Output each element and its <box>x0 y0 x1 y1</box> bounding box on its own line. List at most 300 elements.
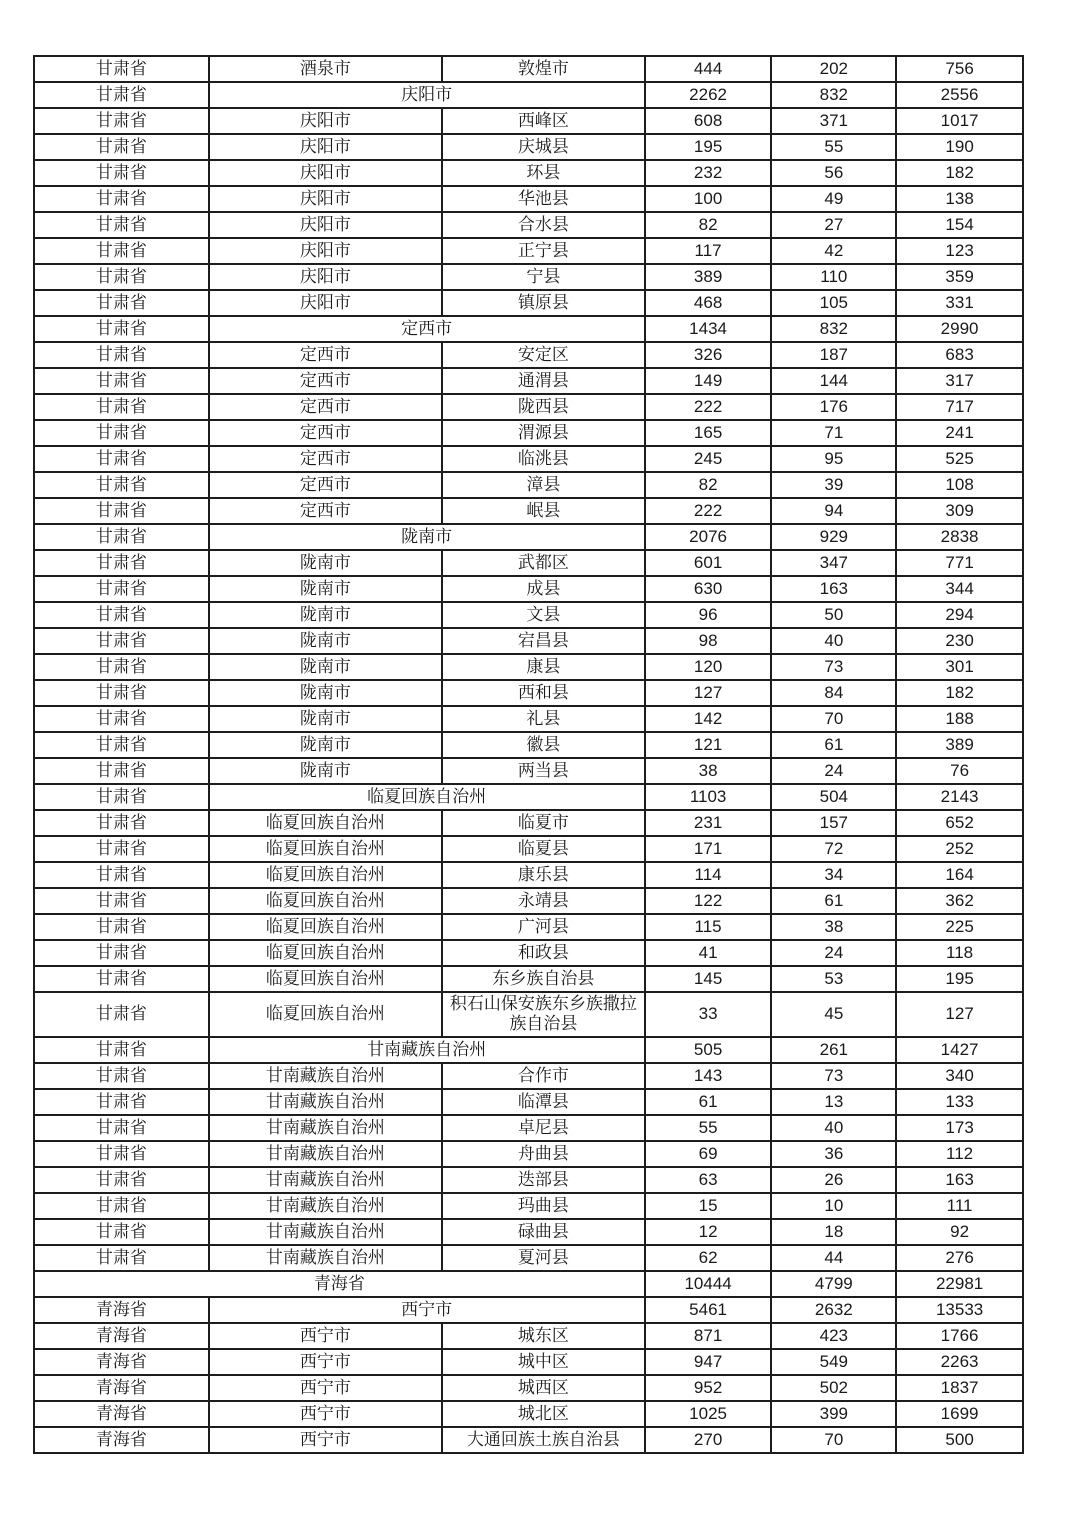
cell-value: 138 <box>896 186 1023 212</box>
cell-city: 甘南藏族自治州 <box>209 1089 443 1115</box>
cell-value: 55 <box>771 134 896 160</box>
statistics-table-body <box>34 56 1023 1453</box>
cell-value: 164 <box>896 862 1023 888</box>
cell-province: 甘肃省 <box>34 1193 209 1219</box>
cell-value: 82 <box>645 212 772 238</box>
table-row <box>34 82 1023 108</box>
cell-value: 34 <box>771 862 896 888</box>
cell-county: 合水县 <box>442 212 645 238</box>
cell-city: 陇南市 <box>209 576 443 602</box>
cell-city: 甘南藏族自治州 <box>209 1115 443 1141</box>
cell-value: 62 <box>645 1245 772 1271</box>
cell-value: 69 <box>645 1141 772 1167</box>
cell-city: 甘南藏族自治州 <box>209 1063 443 1089</box>
cell-city-total: 陇南市 <box>209 524 645 550</box>
cell-city: 陇南市 <box>209 758 443 784</box>
table-row <box>34 1193 1023 1219</box>
cell-county: 大通回族土族自治县 <box>442 1427 645 1453</box>
table-row <box>34 498 1023 524</box>
table-row <box>34 940 1023 966</box>
cell-province: 甘肃省 <box>34 238 209 264</box>
cell-county: 宁县 <box>442 264 645 290</box>
cell-city: 西宁市 <box>209 1349 443 1375</box>
cell-province: 甘肃省 <box>34 836 209 862</box>
cell-value: 33 <box>645 992 772 1037</box>
table-row <box>34 1063 1023 1089</box>
cell-county: 陇西县 <box>442 394 645 420</box>
cell-province: 甘肃省 <box>34 1063 209 1089</box>
cell-value: 2556 <box>896 82 1023 108</box>
cell-city: 陇南市 <box>209 602 443 628</box>
table-row <box>34 264 1023 290</box>
cell-value: 154 <box>896 212 1023 238</box>
cell-county: 和政县 <box>442 940 645 966</box>
cell-value: 70 <box>771 1427 896 1453</box>
cell-value: 42 <box>771 238 896 264</box>
cell-value: 56 <box>771 160 896 186</box>
cell-value: 1017 <box>896 108 1023 134</box>
cell-county: 临潭县 <box>442 1089 645 1115</box>
cell-value: 127 <box>645 680 772 706</box>
cell-value: 190 <box>896 134 1023 160</box>
cell-value: 1837 <box>896 1375 1023 1401</box>
cell-county: 敦煌市 <box>442 56 645 82</box>
cell-value: 61 <box>771 888 896 914</box>
cell-value: 188 <box>896 706 1023 732</box>
cell-value: 252 <box>896 836 1023 862</box>
cell-value: 173 <box>896 1115 1023 1141</box>
cell-value: 44 <box>771 1245 896 1271</box>
cell-county: 正宁县 <box>442 238 645 264</box>
cell-county: 合作市 <box>442 1063 645 1089</box>
cell-province: 甘肃省 <box>34 134 209 160</box>
cell-county: 成县 <box>442 576 645 602</box>
cell-county: 漳县 <box>442 472 645 498</box>
cell-county: 卓尼县 <box>442 1115 645 1141</box>
cell-value: 389 <box>896 732 1023 758</box>
cell-value: 73 <box>771 1063 896 1089</box>
cell-value: 122 <box>645 888 772 914</box>
cell-city: 定西市 <box>209 394 443 420</box>
cell-value: 53 <box>771 966 896 992</box>
cell-value: 317 <box>896 368 1023 394</box>
cell-city: 陇南市 <box>209 550 443 576</box>
table-row <box>34 654 1023 680</box>
cell-value: 500 <box>896 1427 1023 1453</box>
cell-province: 甘肃省 <box>34 1167 209 1193</box>
cell-value: 76 <box>896 758 1023 784</box>
cell-province: 甘肃省 <box>34 394 209 420</box>
cell-city: 定西市 <box>209 446 443 472</box>
cell-value: 123 <box>896 238 1023 264</box>
cell-county: 西和县 <box>442 680 645 706</box>
cell-county: 城北区 <box>442 1401 645 1427</box>
cell-county: 临夏市 <box>442 810 645 836</box>
cell-value: 195 <box>896 966 1023 992</box>
table-row <box>34 1349 1023 1375</box>
cell-province: 甘肃省 <box>34 628 209 654</box>
cell-value: 45 <box>771 992 896 1037</box>
cell-city: 庆阳市 <box>209 238 443 264</box>
cell-value: 347 <box>771 550 896 576</box>
table-row <box>34 420 1023 446</box>
cell-city: 甘南藏族自治州 <box>209 1141 443 1167</box>
cell-value: 117 <box>645 238 772 264</box>
cell-value: 13533 <box>896 1297 1023 1323</box>
cell-city: 庆阳市 <box>209 160 443 186</box>
cell-county: 武都区 <box>442 550 645 576</box>
cell-county: 舟曲县 <box>442 1141 645 1167</box>
cell-city: 定西市 <box>209 342 443 368</box>
cell-value: 22981 <box>896 1271 1023 1297</box>
table-row <box>34 914 1023 940</box>
cell-value: 127 <box>896 992 1023 1037</box>
table-row <box>34 1297 1023 1323</box>
cell-value: 182 <box>896 160 1023 186</box>
cell-city: 临夏回族自治州 <box>209 992 443 1037</box>
cell-province: 青海省 <box>34 1349 209 1375</box>
table-row <box>34 1271 1023 1297</box>
cell-value: 61 <box>771 732 896 758</box>
table-row <box>34 550 1023 576</box>
table-row <box>34 810 1023 836</box>
cell-value: 309 <box>896 498 1023 524</box>
cell-value: 63 <box>645 1167 772 1193</box>
cell-province: 甘肃省 <box>34 524 209 550</box>
table-row <box>34 212 1023 238</box>
cell-province: 甘肃省 <box>34 550 209 576</box>
table-row <box>34 706 1023 732</box>
cell-province: 甘肃省 <box>34 212 209 238</box>
cell-value: 301 <box>896 654 1023 680</box>
table-row <box>34 1167 1023 1193</box>
table-row <box>34 1427 1023 1453</box>
cell-city: 临夏回族自治州 <box>209 914 443 940</box>
table-row <box>34 836 1023 862</box>
cell-province: 青海省 <box>34 1427 209 1453</box>
cell-value: 100 <box>645 186 772 212</box>
table-row <box>34 628 1023 654</box>
cell-province: 甘肃省 <box>34 1089 209 1115</box>
cell-value: 1103 <box>645 784 772 810</box>
cell-county: 渭源县 <box>442 420 645 446</box>
cell-county: 康乐县 <box>442 862 645 888</box>
cell-value: 2838 <box>896 524 1023 550</box>
cell-province: 甘肃省 <box>34 82 209 108</box>
cell-value: 549 <box>771 1349 896 1375</box>
cell-province: 甘肃省 <box>34 914 209 940</box>
cell-county: 镇原县 <box>442 290 645 316</box>
cell-value: 49 <box>771 186 896 212</box>
cell-city: 临夏回族自治州 <box>209 810 443 836</box>
cell-city: 庆阳市 <box>209 290 443 316</box>
cell-value: 38 <box>645 758 772 784</box>
cell-value: 121 <box>645 732 772 758</box>
table-row <box>34 1089 1023 1115</box>
cell-value: 41 <box>645 940 772 966</box>
cell-county: 夏河县 <box>442 1245 645 1271</box>
cell-province-total: 青海省 <box>34 1271 645 1297</box>
cell-city: 定西市 <box>209 472 443 498</box>
table-row <box>34 680 1023 706</box>
cell-value: 1434 <box>645 316 772 342</box>
cell-county: 通渭县 <box>442 368 645 394</box>
cell-value: 92 <box>896 1219 1023 1245</box>
cell-city: 临夏回族自治州 <box>209 862 443 888</box>
table-row <box>34 1401 1023 1427</box>
cell-value: 13 <box>771 1089 896 1115</box>
cell-value: 359 <box>896 264 1023 290</box>
cell-value: 230 <box>896 628 1023 654</box>
cell-value: 24 <box>771 758 896 784</box>
cell-county: 环县 <box>442 160 645 186</box>
table-row <box>34 108 1023 134</box>
table-row <box>34 1037 1023 1063</box>
cell-value: 2990 <box>896 316 1023 342</box>
cell-city: 庆阳市 <box>209 264 443 290</box>
table-row <box>34 342 1023 368</box>
cell-value: 771 <box>896 550 1023 576</box>
cell-city: 定西市 <box>209 368 443 394</box>
table-row <box>34 1375 1023 1401</box>
table-row <box>34 446 1023 472</box>
cell-value: 108 <box>896 472 1023 498</box>
cell-city: 西宁市 <box>209 1323 443 1349</box>
cell-value: 182 <box>896 680 1023 706</box>
cell-county: 安定区 <box>442 342 645 368</box>
cell-province: 甘肃省 <box>34 264 209 290</box>
cell-county: 岷县 <box>442 498 645 524</box>
cell-province: 甘肃省 <box>34 1219 209 1245</box>
cell-value: 294 <box>896 602 1023 628</box>
cell-city: 酒泉市 <box>209 56 443 82</box>
cell-province: 甘肃省 <box>34 472 209 498</box>
cell-value: 222 <box>645 394 772 420</box>
cell-value: 504 <box>771 784 896 810</box>
table-row <box>34 472 1023 498</box>
cell-city: 临夏回族自治州 <box>209 966 443 992</box>
cell-province: 甘肃省 <box>34 758 209 784</box>
cell-province: 甘肃省 <box>34 56 209 82</box>
table-row <box>34 1245 1023 1271</box>
cell-city: 庆阳市 <box>209 134 443 160</box>
cell-county: 文县 <box>442 602 645 628</box>
cell-value: 630 <box>645 576 772 602</box>
cell-province: 甘肃省 <box>34 732 209 758</box>
cell-province: 甘肃省 <box>34 992 209 1037</box>
cell-value: 73 <box>771 654 896 680</box>
cell-value: 5461 <box>645 1297 772 1323</box>
cell-value: 1025 <box>645 1401 772 1427</box>
cell-value: 39 <box>771 472 896 498</box>
cell-value: 331 <box>896 290 1023 316</box>
cell-value: 505 <box>645 1037 772 1063</box>
cell-county: 康县 <box>442 654 645 680</box>
cell-county: 东乡族自治县 <box>442 966 645 992</box>
cell-city: 陇南市 <box>209 680 443 706</box>
cell-province: 甘肃省 <box>34 966 209 992</box>
cell-value: 145 <box>645 966 772 992</box>
cell-value: 18 <box>771 1219 896 1245</box>
cell-city: 西宁市 <box>209 1427 443 1453</box>
cell-value: 326 <box>645 342 772 368</box>
table-row <box>34 394 1023 420</box>
cell-county: 广河县 <box>442 914 645 940</box>
table-row <box>34 888 1023 914</box>
table-row <box>34 134 1023 160</box>
cell-value: 36 <box>771 1141 896 1167</box>
cell-value: 165 <box>645 420 772 446</box>
cell-value: 468 <box>645 290 772 316</box>
cell-county: 徽县 <box>442 732 645 758</box>
table-row <box>34 784 1023 810</box>
cell-value: 222 <box>645 498 772 524</box>
cell-city: 甘南藏族自治州 <box>209 1219 443 1245</box>
cell-province: 甘肃省 <box>34 888 209 914</box>
cell-county: 西峰区 <box>442 108 645 134</box>
cell-value: 832 <box>771 82 896 108</box>
cell-value: 2076 <box>645 524 772 550</box>
cell-city: 临夏回族自治州 <box>209 940 443 966</box>
table-row <box>34 56 1023 82</box>
cell-value: 371 <box>771 108 896 134</box>
cell-city: 甘南藏族自治州 <box>209 1167 443 1193</box>
cell-value: 10444 <box>645 1271 772 1297</box>
cell-value: 142 <box>645 706 772 732</box>
cell-county: 庆城县 <box>442 134 645 160</box>
cell-value: 163 <box>896 1167 1023 1193</box>
cell-value: 683 <box>896 342 1023 368</box>
cell-city: 陇南市 <box>209 628 443 654</box>
table-row <box>34 1323 1023 1349</box>
table-row <box>34 1141 1023 1167</box>
cell-value: 1766 <box>896 1323 1023 1349</box>
cell-value: 163 <box>771 576 896 602</box>
cell-value: 717 <box>896 394 1023 420</box>
cell-value: 40 <box>771 1115 896 1141</box>
cell-value: 2143 <box>896 784 1023 810</box>
cell-value: 225 <box>896 914 1023 940</box>
cell-value: 245 <box>645 446 772 472</box>
table-row <box>34 732 1023 758</box>
cell-value: 112 <box>896 1141 1023 1167</box>
table-row <box>34 524 1023 550</box>
cell-value: 652 <box>896 810 1023 836</box>
cell-city: 甘南藏族自治州 <box>209 1193 443 1219</box>
cell-value: 601 <box>645 550 772 576</box>
cell-value: 444 <box>645 56 772 82</box>
cell-value: 120 <box>645 654 772 680</box>
cell-city-total: 临夏回族自治州 <box>209 784 645 810</box>
cell-city: 西宁市 <box>209 1401 443 1427</box>
cell-value: 2632 <box>771 1297 896 1323</box>
cell-value: 50 <box>771 602 896 628</box>
cell-value: 423 <box>771 1323 896 1349</box>
table-row <box>34 1219 1023 1245</box>
cell-value: 1699 <box>896 1401 1023 1427</box>
cell-province: 甘肃省 <box>34 784 209 810</box>
cell-province: 甘肃省 <box>34 1141 209 1167</box>
cell-city-total: 甘南藏族自治州 <box>209 1037 645 1063</box>
cell-province: 青海省 <box>34 1323 209 1349</box>
cell-value: 118 <box>896 940 1023 966</box>
cell-county: 华池县 <box>442 186 645 212</box>
cell-value: 232 <box>645 160 772 186</box>
cell-province: 甘肃省 <box>34 1037 209 1063</box>
table-row <box>34 576 1023 602</box>
cell-value: 96 <box>645 602 772 628</box>
cell-county: 城中区 <box>442 1349 645 1375</box>
cell-county: 碌曲县 <box>442 1219 645 1245</box>
cell-value: 27 <box>771 212 896 238</box>
cell-value: 2263 <box>896 1349 1023 1375</box>
cell-value: 115 <box>645 914 772 940</box>
table-row <box>34 186 1023 212</box>
cell-province: 甘肃省 <box>34 342 209 368</box>
cell-province: 青海省 <box>34 1375 209 1401</box>
cell-value: 98 <box>645 628 772 654</box>
cell-value: 608 <box>645 108 772 134</box>
cell-value: 111 <box>896 1193 1023 1219</box>
cell-province: 甘肃省 <box>34 940 209 966</box>
cell-city: 庆阳市 <box>209 212 443 238</box>
cell-province: 甘肃省 <box>34 108 209 134</box>
cell-province: 甘肃省 <box>34 862 209 888</box>
cell-value: 525 <box>896 446 1023 472</box>
statistics-table <box>33 55 1024 1454</box>
cell-value: 389 <box>645 264 772 290</box>
cell-value: 276 <box>896 1245 1023 1271</box>
cell-value: 157 <box>771 810 896 836</box>
cell-value: 84 <box>771 680 896 706</box>
cell-province: 青海省 <box>34 1297 209 1323</box>
cell-city: 陇南市 <box>209 706 443 732</box>
cell-value: 94 <box>771 498 896 524</box>
cell-value: 72 <box>771 836 896 862</box>
table-row <box>34 160 1023 186</box>
table-row <box>34 1115 1023 1141</box>
cell-province: 甘肃省 <box>34 706 209 732</box>
cell-value: 133 <box>896 1089 1023 1115</box>
cell-value: 26 <box>771 1167 896 1193</box>
cell-province: 甘肃省 <box>34 576 209 602</box>
cell-city-total: 定西市 <box>209 316 645 342</box>
cell-city: 临夏回族自治州 <box>209 888 443 914</box>
table-row <box>34 368 1023 394</box>
cell-value: 15 <box>645 1193 772 1219</box>
cell-value: 1427 <box>896 1037 1023 1063</box>
cell-value: 171 <box>645 836 772 862</box>
table-row <box>34 862 1023 888</box>
cell-value: 61 <box>645 1089 772 1115</box>
cell-province: 甘肃省 <box>34 186 209 212</box>
cell-value: 71 <box>771 420 896 446</box>
cell-province: 甘肃省 <box>34 1115 209 1141</box>
cell-county: 礼县 <box>442 706 645 732</box>
table-row <box>34 290 1023 316</box>
cell-value: 362 <box>896 888 1023 914</box>
table-row <box>34 966 1023 992</box>
cell-city: 甘南藏族自治州 <box>209 1245 443 1271</box>
table-row <box>34 316 1023 342</box>
cell-value: 105 <box>771 290 896 316</box>
table-row <box>34 992 1023 1037</box>
cell-value: 202 <box>771 56 896 82</box>
cell-value: 149 <box>645 368 772 394</box>
cell-county: 迭部县 <box>442 1167 645 1193</box>
cell-value: 270 <box>645 1427 772 1453</box>
cell-province: 甘肃省 <box>34 498 209 524</box>
